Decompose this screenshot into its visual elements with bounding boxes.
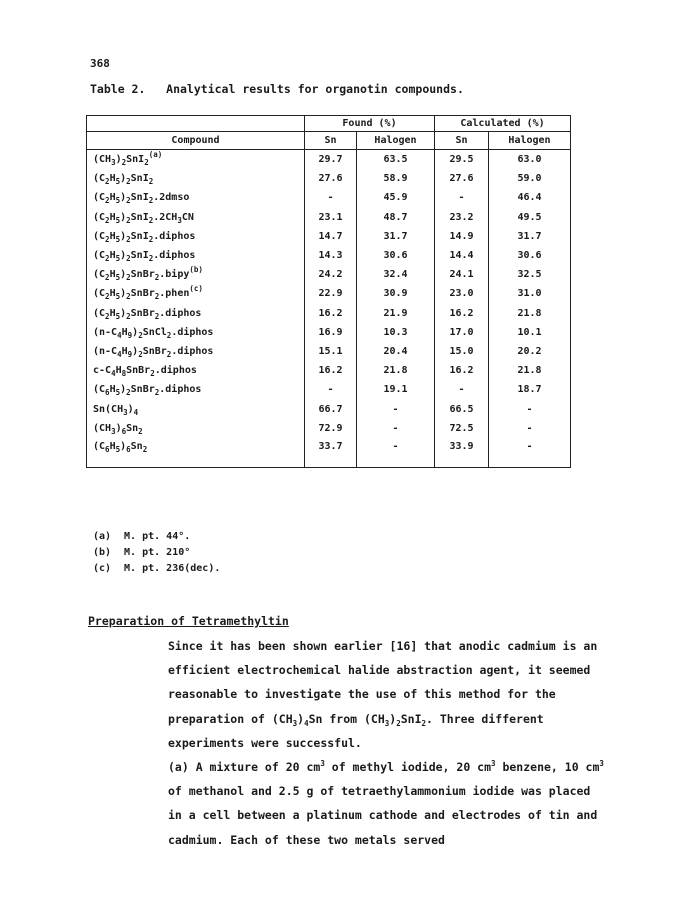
value-cell: 48.7 [357,208,435,227]
compound-cell: $(n-C_4H_9)_2SnCl_2.diphos$ [87,323,305,342]
table-row [87,438,571,468]
calculated-group-header: Calculated (%) [435,116,571,132]
footnote-c: (c) M. pt. 236(dec). [93,563,221,574]
body-text [88,634,608,852]
value-cell: 30.6 [357,246,435,265]
compound-cell: $(C_2H_5)_2SnI_2$ [87,169,305,188]
value-cell: 20.2 [489,342,571,361]
compound-cell: $(C_6H_5)_6Sn_2$ [87,438,305,468]
value-cell: 72.9 [305,419,357,438]
compound-cell: $(C_2H_5)_2SnI_2.2dmso$ [87,188,305,207]
compound-cell: $(C_2H_5)_2SnBr_2.bipy^{(b)}$ [87,265,305,284]
value-cell: 31.0 [489,284,571,303]
value-cell: 31.7 [489,227,571,246]
compound-header: Compound [87,132,305,150]
found-halogen-header: Halogen [357,132,435,150]
table-row [87,284,571,303]
value-cell: 45.9 [357,188,435,207]
table-row [87,265,571,284]
value-cell: 31.7 [357,227,435,246]
value-cell: 21.8 [489,304,571,323]
value-cell: 10.3 [357,323,435,342]
value-cell: 66.7 [305,399,357,418]
value-cell: 21.8 [489,361,571,380]
value-cell: 58.9 [357,169,435,188]
value-cell: - [435,188,489,207]
found-group-header: Found (%) [305,116,435,132]
found-sn-header: Sn [305,132,357,150]
paragraph-1: Since it has been shown earlier [16] that anodic cadmium is an efficient electrochemical halide abstraction agent, it seemed reasonable to investigate the use of this method for the preparation of $(CH_3)_4Sn$ from $(CH_3)_2SnI_2$. Three different experiments were successful. [168,639,598,750]
table-row [87,246,571,265]
value-cell: - [357,399,435,418]
analysis-table [86,115,571,468]
value-cell: 21.8 [357,361,435,380]
value-cell: 10.1 [489,323,571,342]
table-row [87,208,571,227]
table-row [87,169,571,188]
table-caption: Table 2. Analytical results for organotin compounds. [90,82,464,96]
value-cell: 46.4 [489,188,571,207]
value-cell: 63.5 [357,150,435,170]
page-number: 368 [90,57,110,70]
value-cell: 33.7 [305,438,357,468]
table-row [87,304,571,323]
compound-cell: $c-C_4H_8SnBr_2.diphos$ [87,361,305,380]
value-cell: 16.2 [305,304,357,323]
value-cell: 33.9 [435,438,489,468]
value-cell: 27.6 [305,169,357,188]
value-cell: 24.2 [305,265,357,284]
value-cell: 32.5 [489,265,571,284]
value-cell: 14.9 [435,227,489,246]
footnote-b: (b) M. pt. 210° [93,547,191,558]
value-cell: 23.2 [435,208,489,227]
paragraph-2: (a) A mixture of 20 $cm^3$ of methyl iodide, 20 $cm^3$ benzene, 10 $cm^3$ of methanol and 2.5 g of tetraethylammonium iodide was placed in a cell between a platinum cathode and electrodes of tin and cadmium. Each of these two metals served [168,759,604,847]
compound-cell: $(C_2H_5)_2SnI_2.diphos$ [87,246,305,265]
value-cell: 23.0 [435,284,489,303]
value-cell: 14.7 [305,227,357,246]
value-cell: 16.2 [435,304,489,323]
value-cell: 15.0 [435,342,489,361]
value-cell: 63.0 [489,150,571,170]
value-cell: 29.5 [435,150,489,170]
compound-cell: $(CH_3)_2SnI_2^{(a)}$ [87,150,305,170]
footnotes [93,529,220,577]
value-cell: 30.6 [489,246,571,265]
compound-cell: $(C_2H_5)_2SnBr_2.diphos$ [87,304,305,323]
compound-cell: $(CH_3)_6Sn_2$ [87,419,305,438]
value-cell: 49.5 [489,208,571,227]
value-cell: 66.5 [435,399,489,418]
value-cell: 16.9 [305,323,357,342]
value-cell: 14.3 [305,246,357,265]
table-row [87,323,571,342]
value-cell: 59.0 [489,169,571,188]
compound-cell: $(C_6H_5)_2SnBr_2.diphos$ [87,380,305,399]
table-row [87,342,571,361]
table-body [87,150,571,468]
value-cell: - [357,438,435,468]
value-cell: 32.4 [357,265,435,284]
table-row [87,227,571,246]
value-cell: 24.1 [435,265,489,284]
value-cell: - [435,380,489,399]
compound-cell: $(C_2H_5)_2SnI_2.2CH_3CN$ [87,208,305,227]
calc-sn-header: Sn [435,132,489,150]
value-cell: 23.1 [305,208,357,227]
value-cell: - [305,380,357,399]
value-cell: 14.4 [435,246,489,265]
table-row [87,419,571,438]
value-cell: 22.9 [305,284,357,303]
table-row [87,150,571,170]
calc-halogen-header: Halogen [489,132,571,150]
compound-cell: $Sn(CH_3)_4$ [87,399,305,418]
compound-cell: $(C_2H_5)_2SnI_2.diphos$ [87,227,305,246]
compound-cell: $(n-C_4H_9)_2SnBr_2.diphos$ [87,342,305,361]
value-cell: 19.1 [357,380,435,399]
value-cell: 16.2 [435,361,489,380]
value-cell: 15.1 [305,342,357,361]
value-cell: 16.2 [305,361,357,380]
section-heading: Preparation of Tetramethyltin [88,614,289,628]
value-cell: - [305,188,357,207]
table-row [87,188,571,207]
value-cell: 27.6 [435,169,489,188]
value-cell: 72.5 [435,419,489,438]
value-cell: 21.9 [357,304,435,323]
value-cell: 20.4 [357,342,435,361]
value-cell: - [489,419,571,438]
compound-cell: $(C_2H_5)_2SnBr_2.phen^{(c)}$ [87,284,305,303]
value-cell: 30.9 [357,284,435,303]
value-cell: 17.0 [435,323,489,342]
value-cell: - [357,419,435,438]
value-cell: - [489,438,571,468]
table-row [87,380,571,399]
value-cell: - [489,399,571,418]
footnote-a: (a) M. pt. 44°. [93,531,191,542]
table-row [87,361,571,380]
value-cell: 18.7 [489,380,571,399]
table-row [87,399,571,418]
value-cell: 29.7 [305,150,357,170]
